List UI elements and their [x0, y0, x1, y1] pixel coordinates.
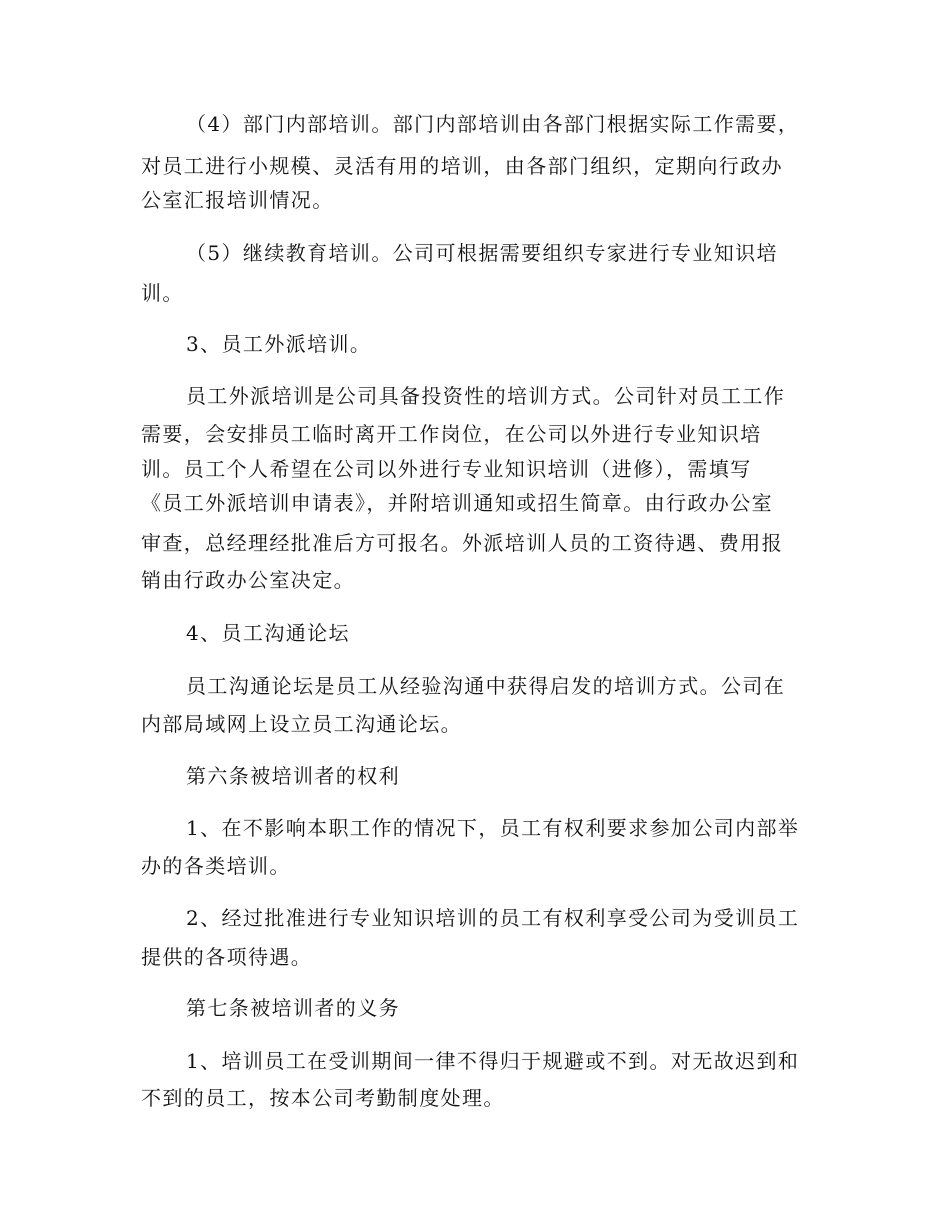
paragraph-1-line-0: （5）继续教育培训。公司可根据需要组织专家进行专业知识培: [186, 241, 778, 265]
paragraph-7-line-1: 办的各类培训。: [141, 854, 291, 878]
paragraph-7-line-0: 1、在不影响本职工作的情况下，员工有权利要求参加公司内部举: [186, 816, 800, 840]
paragraph-10-line-1: 不到的员工，按本公司考勤制度处理。: [141, 1086, 505, 1110]
paragraph-8-line-1: 提供的各项待遇。: [141, 945, 313, 969]
paragraph-10-line-0: 1、培训员工在受训期间一律不得归于规避或不到。对无故迟到和: [186, 1049, 800, 1073]
paragraph-3-line-4: 审查，总经理经批准后方可报名。外派培训人员的工资待遇、费用报: [141, 531, 783, 555]
paragraph-3-line-1: 需要，会安排员工临时离开工作岗位，在公司以外进行专业知识培: [141, 422, 762, 446]
paragraph-0-line-1: 对员工进行小规模、灵活有用的培训，由各部门组织，定期向行政办: [141, 154, 783, 178]
paragraph-5-line-0: 员工沟通论坛是员工从经验沟通中获得启发的培训方式。公司在: [186, 674, 786, 698]
paragraph-8-line-0: 2、经过批准进行专业知识培训的员工有权利享受公司为受训员工: [186, 906, 800, 930]
paragraph-3-line-0: 员工外派培训是公司具备投资性的培训方式。公司针对员工工作: [186, 384, 786, 408]
paragraph-0-line-0: （4）部门内部培训。部门内部培训由各部门根据实际工作需要，: [186, 112, 800, 136]
paragraph-5-line-1: 内部局域网上设立员工沟通论坛。: [141, 712, 462, 736]
section-heading-6: 第六条被培训者的权利: [186, 764, 400, 788]
section-heading-7: 第七条被培训者的义务: [186, 996, 400, 1020]
paragraph-4-line-0: 4、员工沟通论坛: [186, 621, 350, 645]
paragraph-2-line-0: 3、员工外派培训。: [186, 332, 372, 356]
paragraph-3-line-3: 《员工外派培训申请表》，并附培训通知或招生简章。由行政办公室: [141, 491, 773, 515]
paragraph-3-line-2: 训。员工个人希望在公司以外进行专业知识培训（进修），需填写: [141, 457, 752, 481]
paragraph-1-line-1: 训。: [141, 281, 184, 305]
paragraph-3-line-5: 销由行政办公室决定。: [141, 568, 355, 592]
paragraph-0-line-2: 公室汇报培训情况。: [141, 188, 334, 212]
